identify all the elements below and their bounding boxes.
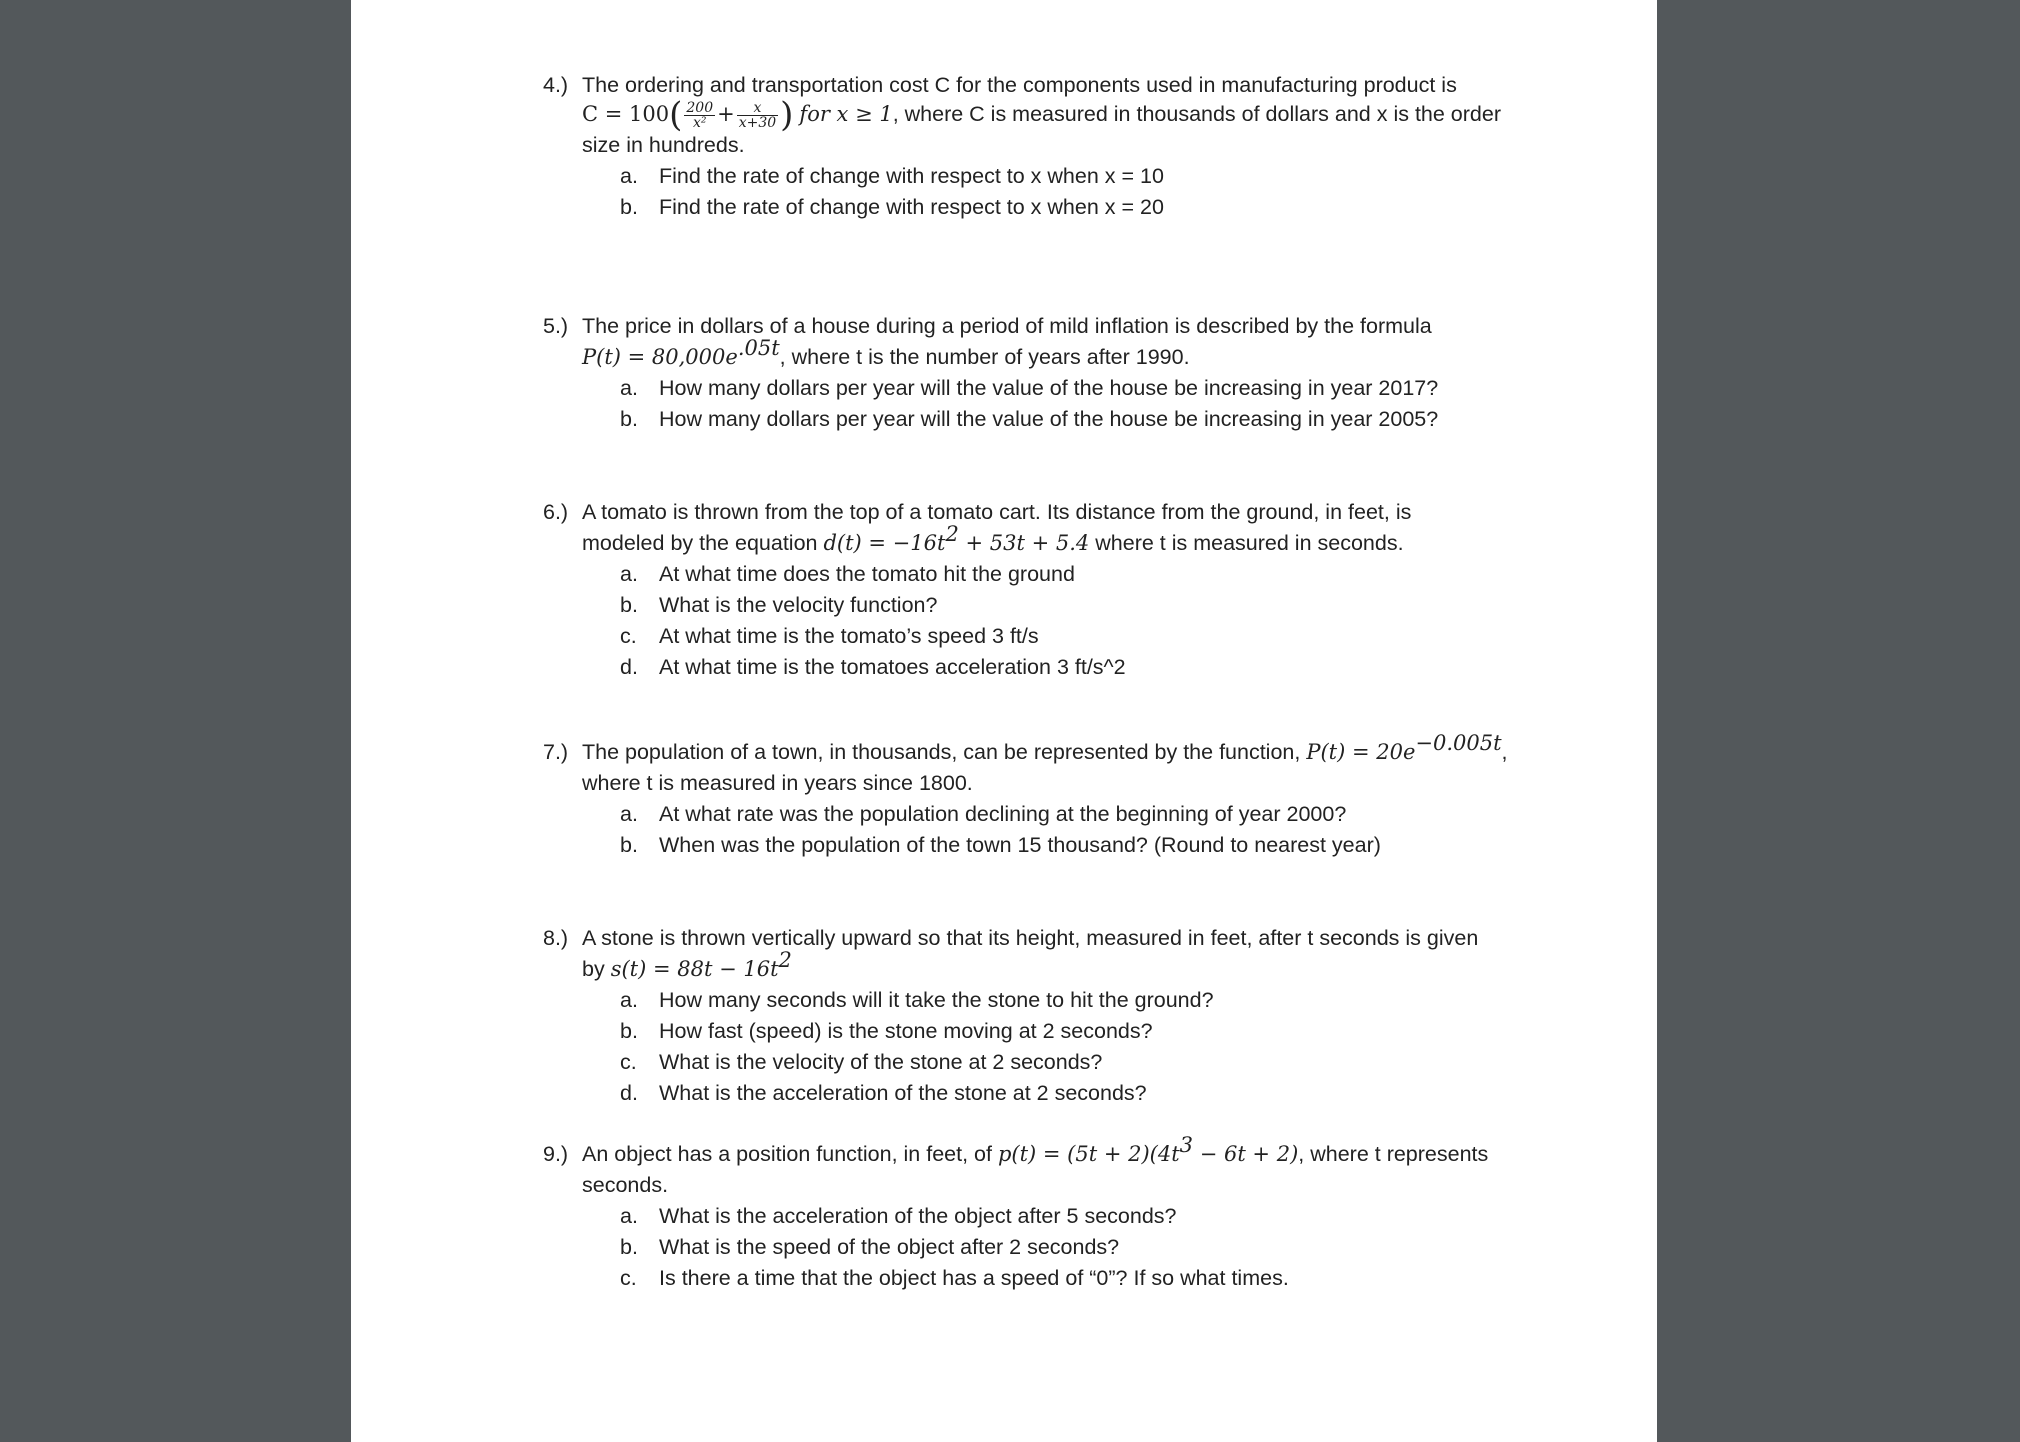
sub-question-label: b.	[620, 833, 638, 857]
sub-question	[620, 1047, 1563, 1078]
sub-question-label: b.	[620, 1235, 638, 1259]
sub-question-label: a.	[620, 376, 638, 400]
equation: P(t) = 20e	[1306, 740, 1416, 764]
sub-question-label: a.	[620, 562, 638, 586]
sub-question	[620, 985, 1563, 1016]
sub-question-text: Find the rate of change with respect to x when x = 20	[659, 195, 1164, 219]
equation-trailing-text: ,	[1501, 740, 1508, 764]
sub-question	[620, 192, 1563, 223]
sub-question-label: a.	[620, 802, 638, 826]
sub-question-text: Find the rate of change with respect to x when x = 10	[659, 164, 1164, 188]
problem-number: 7.)	[543, 740, 569, 764]
sub-question-text: How many dollars per year will the value of the house be increasing in year 2017?	[659, 376, 1439, 400]
equation: P(t) = 80,000e	[582, 345, 738, 369]
problem-equation-line	[582, 731, 1563, 768]
sub-question-text: When was the population of the town 15 thousand? (Round to nearest year)	[659, 833, 1381, 857]
problem-text: size in hundreds.	[582, 133, 745, 157]
equation-leading-text: An object has a position function, in feet, of	[582, 1142, 998, 1166]
problem-number: 4.)	[543, 73, 569, 97]
sub-question-text: What is the velocity function?	[659, 593, 938, 617]
sub-question-text: What is the speed of the object after 2 seconds?	[659, 1235, 1120, 1259]
sub-question	[620, 1201, 1563, 1232]
problem-number: 6.)	[543, 500, 569, 524]
equation-exponent: .05t	[737, 336, 780, 360]
sub-question-label: b.	[620, 593, 638, 617]
equation-continued: + 53t + 5.4	[958, 531, 1090, 555]
sub-question	[620, 373, 1563, 404]
problem-text: where t is measured in years since 1800.	[582, 771, 973, 795]
problem-number: 5.)	[543, 314, 569, 338]
equation-leading-text: The population of a town, in thousands, can be represented by the function,	[582, 740, 1307, 764]
fraction-denominator: x²	[692, 114, 707, 131]
paren-open: (	[669, 95, 683, 135]
sub-question-text: At what time is the tomato’s speed 3 ft/s	[659, 624, 1039, 648]
equation-leading-text: by	[582, 957, 611, 981]
problem-equation-line	[582, 522, 1563, 559]
equation-trailing-text: , where C is measured in thousands of dollars and x is the order	[892, 102, 1501, 126]
problem-text: A stone is thrown vertically upward so that its height, measured in feet, after t seconds is given	[582, 926, 1479, 950]
sub-question	[620, 652, 1563, 683]
equation: s(t) = 88t − 16t	[610, 957, 779, 981]
sub-question-label: c.	[620, 1050, 637, 1074]
sub-question-text: At what time does the tomato hit the ground	[659, 562, 1075, 586]
equation-leading-text: modeled by the equation	[582, 531, 824, 555]
sub-question-label: a.	[620, 988, 638, 1012]
fraction-1	[684, 101, 715, 130]
fraction-numerator: x	[737, 101, 778, 116]
problem-equation-line	[582, 1133, 1563, 1170]
sub-question-label: a.	[620, 164, 638, 188]
sub-question-list	[582, 161, 1563, 223]
sub-question	[620, 1263, 1563, 1294]
sub-question	[620, 1232, 1563, 1263]
equation-exponent: 2	[778, 948, 792, 972]
equation-trailing-text: where t is measured in seconds.	[1089, 531, 1404, 555]
sub-question	[620, 799, 1563, 830]
sub-question-text: What is the acceleration of the stone at 2 seconds?	[659, 1081, 1147, 1105]
equation-trailing-text: , where t is the number of years after 1990.	[779, 345, 1190, 369]
sub-question-label: c.	[620, 624, 637, 648]
problem-7	[543, 731, 1563, 861]
problem-equation-line	[582, 948, 1563, 985]
sub-question-label: b.	[620, 407, 638, 431]
sub-question	[620, 404, 1563, 435]
sub-question-text: At what rate was the population declining at the beginning of year 2000?	[659, 802, 1347, 826]
problem-number: 9.)	[543, 1142, 569, 1166]
sub-question-label: d.	[620, 655, 638, 679]
sub-question-text: Is there a time that the object has a speed of “0”? If so what times.	[659, 1266, 1289, 1290]
sub-question-list	[582, 985, 1563, 1109]
sub-question	[620, 161, 1563, 192]
equation-continued: − 6t + 2)	[1193, 1142, 1299, 1166]
sub-question-list	[582, 799, 1563, 861]
equation-condition: for x ≥ 1	[799, 102, 893, 126]
sub-question-label: b.	[620, 195, 638, 219]
document-content	[543, 70, 1563, 1294]
problem-text: seconds.	[582, 1173, 669, 1197]
problem-6	[543, 497, 1563, 683]
sub-question-text: How fast (speed) is the stone moving at 2 seconds?	[659, 1019, 1153, 1043]
fraction-2	[737, 101, 778, 130]
problem-equation-line	[582, 336, 1563, 373]
sub-question	[620, 1078, 1563, 1109]
equation-lhs: C = 100	[582, 102, 670, 126]
sub-question	[620, 1016, 1563, 1047]
equation-exponent: −0.005t	[1415, 731, 1502, 755]
sub-question-label: d.	[620, 1081, 638, 1105]
paren-close: )	[780, 95, 794, 135]
sub-question-text: What is the velocity of the stone at 2 seconds?	[659, 1050, 1103, 1074]
fraction-denominator: x+30	[738, 114, 777, 131]
problem-text: The ordering and transportation cost C for the components used in manufacturing product is	[582, 73, 1457, 97]
problem-8	[543, 923, 1563, 1109]
problem-equation-line	[582, 95, 1563, 135]
equation: d(t) = −16t	[823, 531, 946, 555]
plus-sign: +	[717, 102, 735, 126]
fraction-numerator: 200	[686, 99, 714, 116]
sub-question-list	[582, 1201, 1563, 1294]
sub-question	[620, 590, 1563, 621]
sub-question-text: How many seconds will it take the stone to hit the ground?	[659, 988, 1214, 1012]
problem-text: A tomato is thrown from the top of a tomato cart. Its distance from the ground, in feet, is	[582, 500, 1412, 524]
problem-number: 8.)	[543, 926, 569, 950]
sub-question-list	[582, 559, 1563, 683]
document-page	[351, 0, 1657, 1442]
sub-question-text: How many dollars per year will the value of the house be increasing in year 2005?	[659, 407, 1439, 431]
sub-question	[620, 559, 1563, 590]
equation-trailing-text: , where t represents	[1298, 1142, 1489, 1166]
equation: p(t) = (5t + 2)(4t	[997, 1142, 1180, 1166]
problem-5	[543, 311, 1563, 435]
sub-question-list	[582, 373, 1563, 435]
sub-question-label: a.	[620, 1204, 638, 1228]
problem-text: The price in dollars of a house during a period of mild inflation is described by the formula	[582, 314, 1432, 338]
sub-question-label: c.	[620, 1266, 637, 1290]
sub-question	[620, 621, 1563, 652]
problem-4	[543, 70, 1563, 223]
sub-question-text: What is the acceleration of the object after 5 seconds?	[659, 1204, 1177, 1228]
equation-exponent: 3	[1179, 1133, 1194, 1157]
sub-question	[620, 830, 1563, 861]
equation-exponent: 2	[945, 522, 959, 546]
sub-question-label: b.	[620, 1019, 638, 1043]
sub-question-text: At what time is the tomatoes acceleration 3 ft/s^2	[659, 655, 1126, 679]
problem-9	[543, 1133, 1563, 1294]
